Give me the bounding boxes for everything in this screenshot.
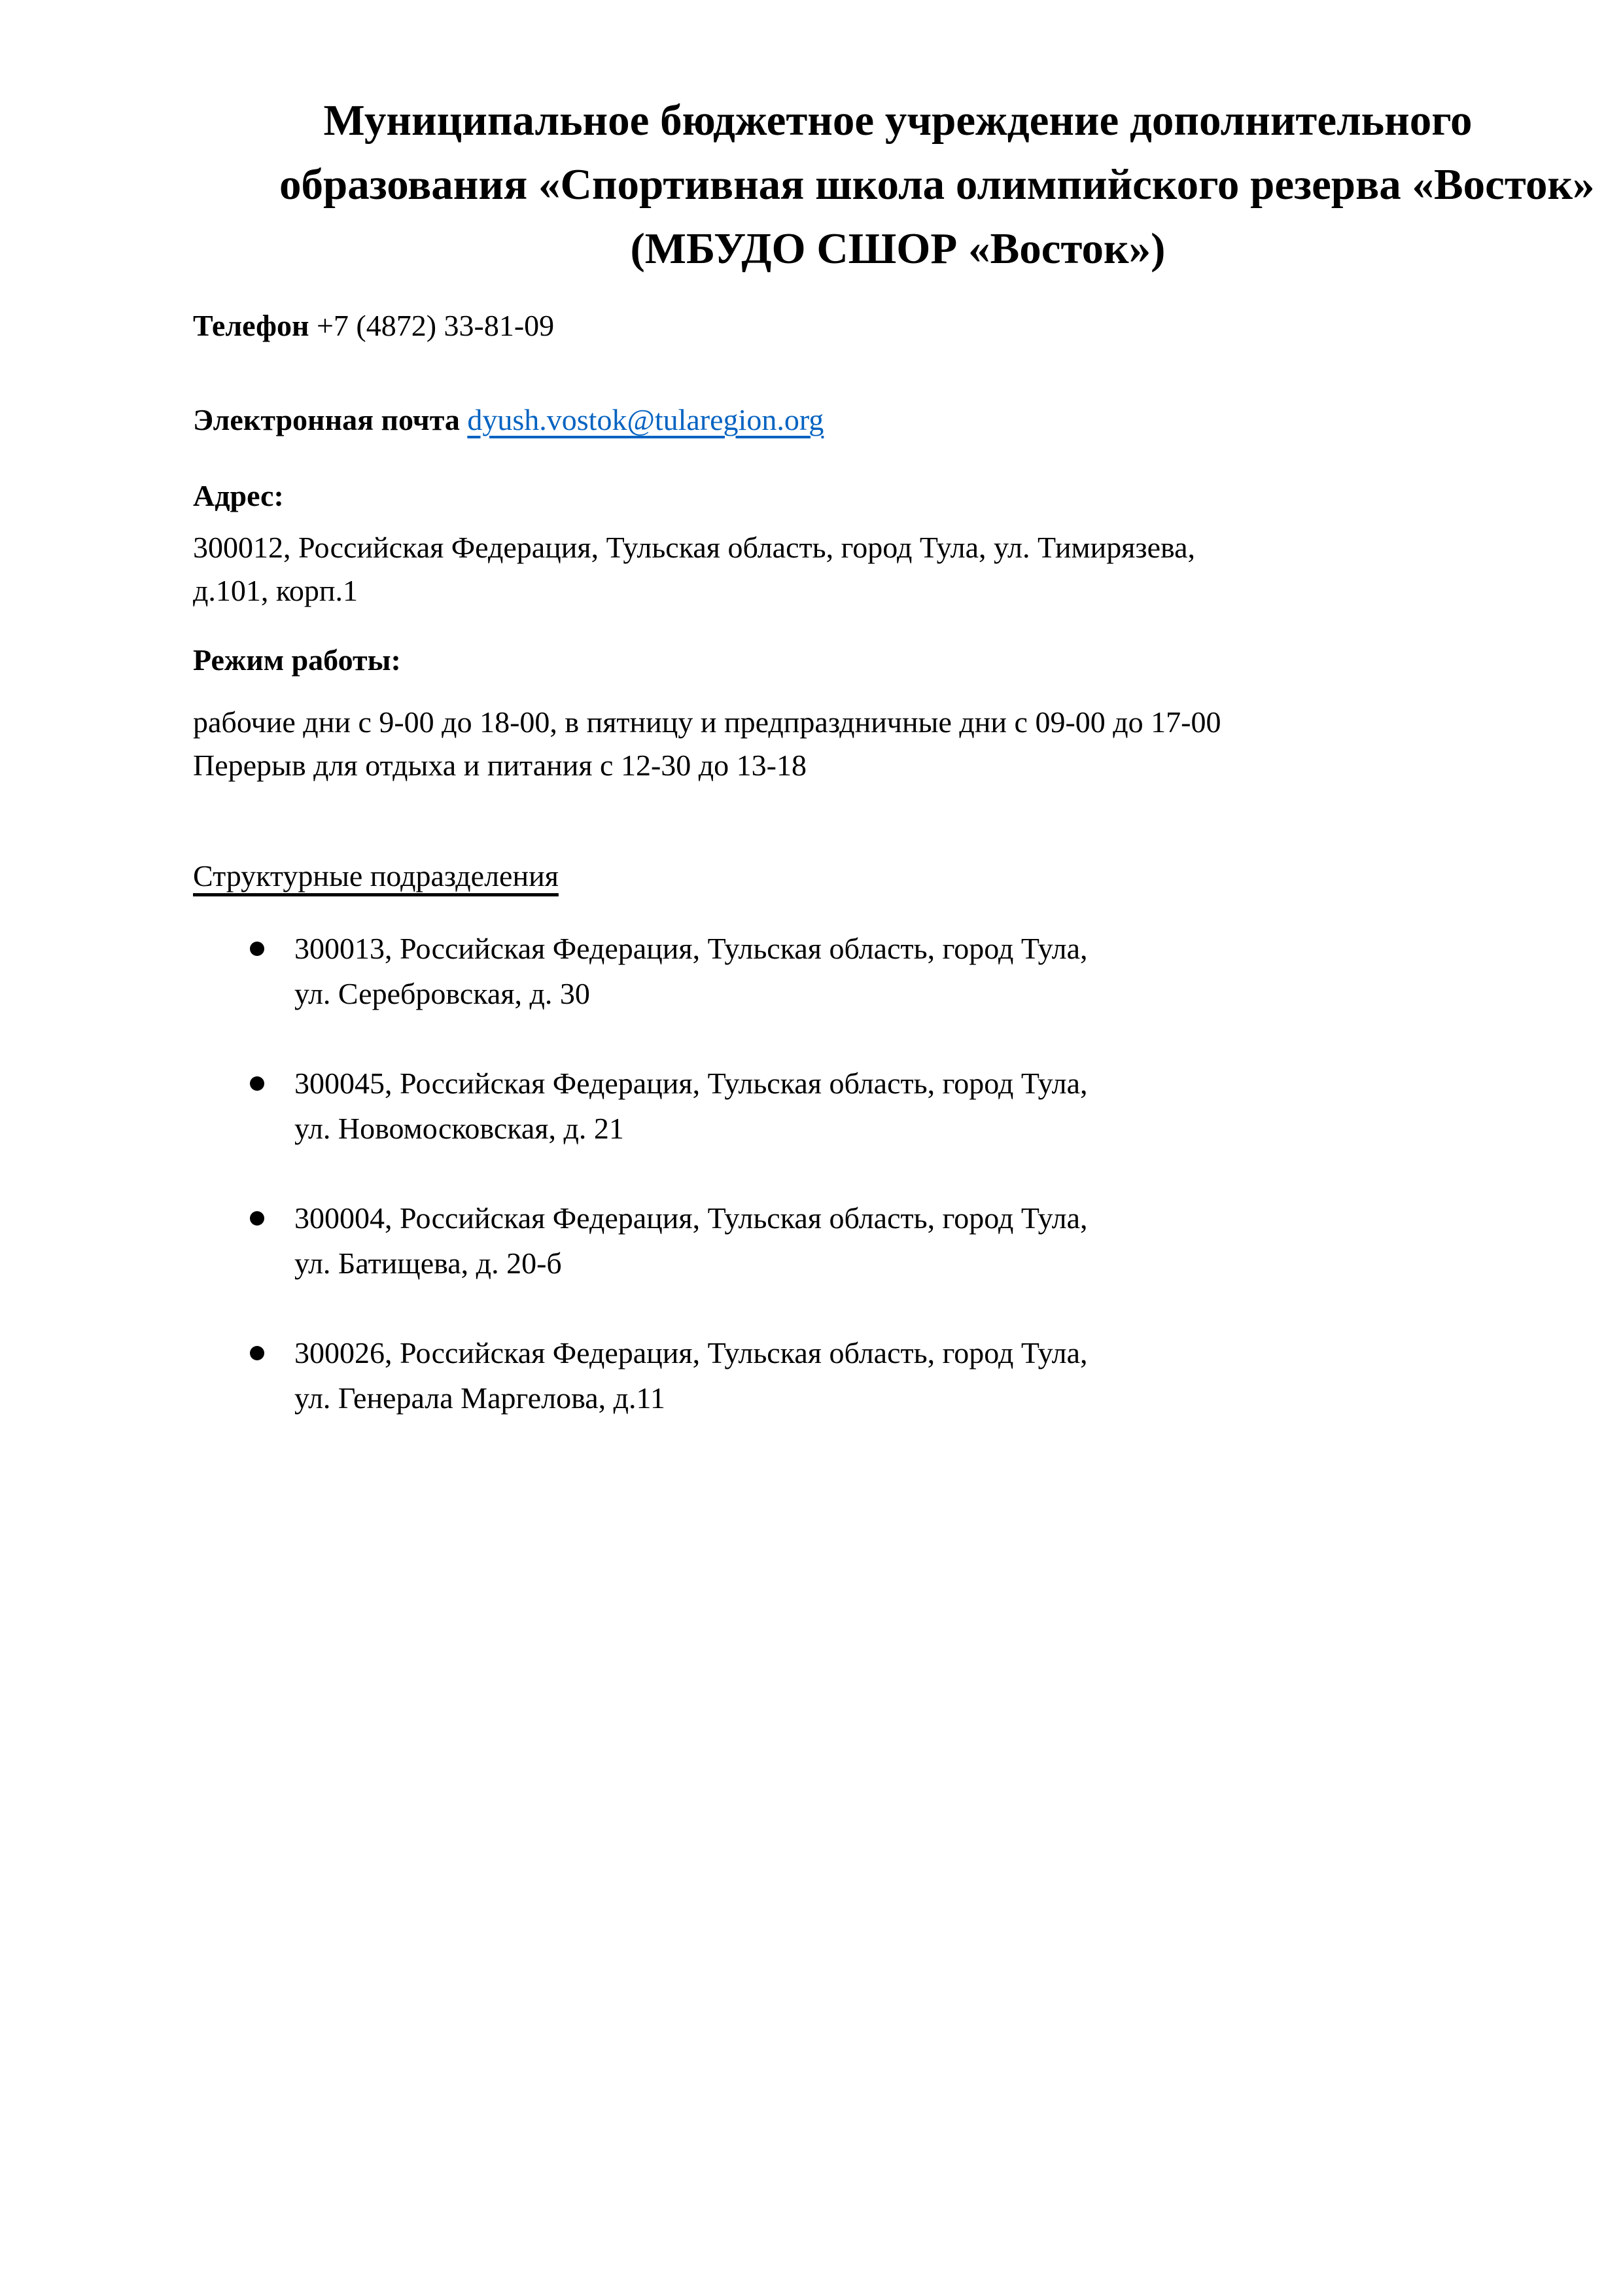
subdivision-item — [193, 1061, 1430, 1151]
subdivision-item-line-2: ул. Серебровская, д. 30 — [294, 977, 590, 1010]
subdivision-item-line-2: ул. Новомосковская, д. 21 — [294, 1112, 624, 1145]
schedule-text — [193, 701, 1430, 787]
email-label: Электронная почта — [193, 403, 460, 436]
bullet-icon — [250, 942, 264, 956]
schedule-label — [193, 639, 1430, 682]
schedule-label-text: Режим работы: — [193, 643, 401, 677]
phone-value: +7 (4872) 33-81-09 — [316, 309, 555, 342]
bullet-icon — [250, 1211, 264, 1226]
address-line-1: 300012, Российская Федерация, Тульская область, город Тула, ул. Тимирязева, — [193, 531, 1196, 564]
email-link[interactable]: dyush.vostok@tularegion.org — [467, 403, 824, 436]
bullet-icon — [250, 1346, 264, 1360]
phone-label: Телефон — [193, 309, 309, 342]
document-title — [279, 88, 1595, 281]
address-label-text: Адрес: — [193, 479, 284, 512]
subdivision-item-text — [294, 926, 1088, 1016]
document-title-line-3: (МБУДО СШОР «Восток») — [630, 224, 1166, 273]
subdivision-item-text — [294, 1330, 1088, 1421]
subdivision-item-text — [294, 1061, 1088, 1151]
subdivisions-heading — [193, 855, 1430, 898]
subdivision-item — [193, 1330, 1430, 1421]
subdivisions-heading-text: Структурные подразделения — [193, 859, 559, 892]
document-title-line-2: образования «Спортивная школа олимпийского резерва «Восток» — [279, 160, 1595, 209]
address-label — [193, 474, 1430, 518]
document-title-line-1: Муниципальное бюджетное учреждение дополнительного — [323, 96, 1473, 145]
subdivision-item-line-2: ул. Генерала Маргелова, д.11 — [294, 1381, 665, 1415]
subdivision-item-line-2: ул. Батищева, д. 20-б — [294, 1246, 562, 1280]
schedule-line-2: Перерыв для отдыха и питания с 12-30 до 13-18 — [193, 749, 807, 782]
phone-row — [193, 304, 1430, 347]
subdivision-item-line-1: 300045, Российская Федерация, Тульская область, город Тула, — [294, 1067, 1088, 1100]
subdivision-item-line-1: 300013, Российская Федерация, Тульская область, город Тула, — [294, 932, 1088, 965]
email-row — [193, 398, 1430, 442]
subdivision-item-text — [294, 1195, 1088, 1286]
address-line-2: д.101, корп.1 — [193, 574, 358, 607]
subdivision-item — [193, 926, 1430, 1016]
address-text — [193, 526, 1430, 612]
bullet-icon — [250, 1076, 264, 1091]
schedule-line-1: рабочие дни с 9-00 до 18-00, в пятницу и предпраздничные дни с 09-00 до 17-00 — [193, 705, 1221, 739]
subdivision-item-line-1: 300026, Российская Федерация, Тульская область, город Тула, — [294, 1336, 1088, 1369]
subdivisions-list — [193, 926, 1430, 1421]
subdivision-item — [193, 1195, 1430, 1286]
subdivision-item-line-1: 300004, Российская Федерация, Тульская область, город Тула, — [294, 1201, 1088, 1235]
